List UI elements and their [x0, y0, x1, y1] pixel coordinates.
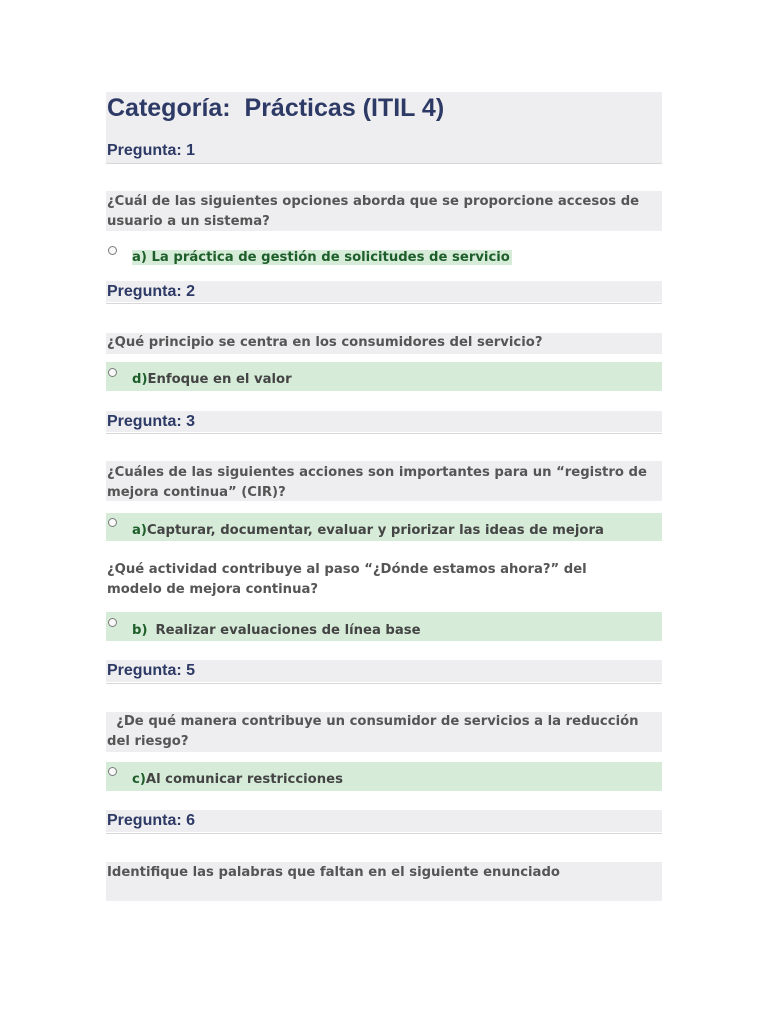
answer-option-5 — [132, 771, 343, 789]
answer-radio-3[interactable] — [108, 518, 117, 527]
answer-text-2: Enfoque en el valor — [147, 372, 292, 387]
divider — [106, 433, 662, 434]
divider — [106, 303, 662, 304]
answer-option-3 — [132, 522, 604, 540]
question-label-1: Pregunta: 1 — [107, 142, 196, 159]
answer-letter-5: c) — [132, 772, 146, 787]
answer-letter-3: a) — [132, 523, 147, 538]
question-label-2: Pregunta: 2 — [107, 283, 196, 300]
answer-option-4 — [132, 622, 421, 640]
divider — [106, 683, 662, 684]
answer-text-5: Al comunicar restricciones — [145, 772, 343, 787]
answer-letter-4: b) — [132, 623, 148, 638]
answer-radio-5[interactable] — [108, 767, 117, 776]
question-label-6: Pregunta: 6 — [107, 812, 196, 829]
answer-radio-4[interactable] — [108, 618, 117, 627]
question-text-1: ¿Cuál de las siguientes opciones aborda que se proporcione accesos de usuario a un sistema? — [107, 194, 640, 229]
question-text-6: Identifique las palabras que faltan en el siguiente enunciado — [107, 865, 560, 880]
answer-letter-2: d) — [132, 372, 148, 387]
question-text-3: ¿Cuáles de las siguientes acciones son importantes para un “registro de mejora continua” (CIR)? — [107, 465, 647, 500]
question-text-5: ¿De qué manera contribuye un consumidor de servicios a la reducción del riesgo? — [107, 714, 644, 749]
answer-text-4: Realizar evaluaciones de línea base — [155, 623, 421, 638]
question-label-3: Pregunta: 3 — [107, 413, 196, 430]
page-title: Categoría: Prácticas (ITIL 4) — [107, 94, 445, 122]
divider — [106, 833, 662, 834]
answer-radio-1[interactable] — [108, 246, 117, 255]
answer-option-2 — [132, 371, 292, 389]
divider — [106, 163, 662, 164]
answer-text-1: a) La práctica de gestión de solicitudes de servicio — [132, 250, 510, 265]
answer-radio-2[interactable] — [108, 368, 117, 377]
question-text-2: ¿Qué principio se centra en los consumidores del servicio? — [107, 335, 543, 350]
question-label-5: Pregunta: 5 — [107, 662, 196, 679]
answer-text-3: Capturar, documentar, evaluar y priorizar las ideas de mejora — [146, 523, 604, 538]
answer-option-1 — [132, 249, 512, 267]
question-text-4: ¿Qué actividad contribuye al paso “¿Dónde estamos ahora?” del modelo de mejora continua? — [107, 562, 587, 597]
